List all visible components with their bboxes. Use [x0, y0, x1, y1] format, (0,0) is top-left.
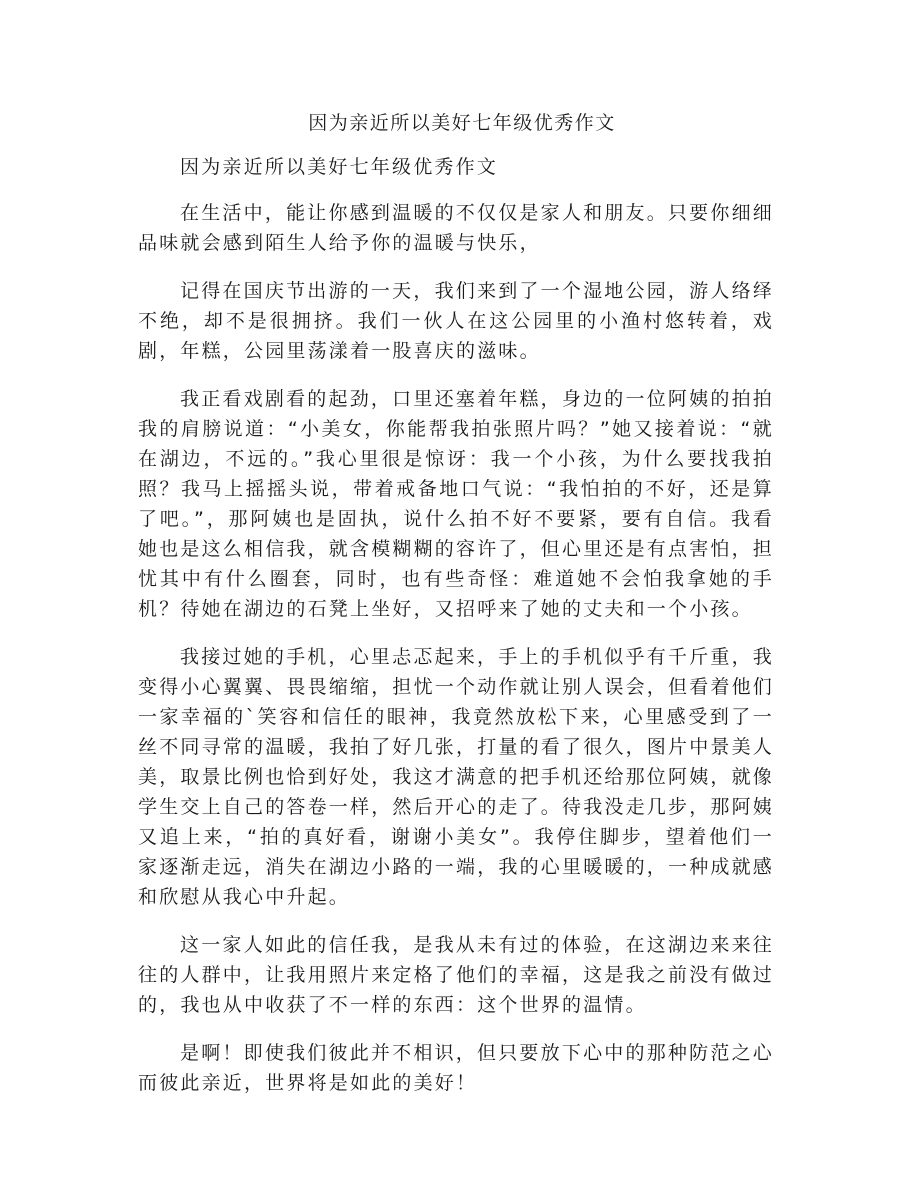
- paragraph-reflection: 这一家人如此的信任我，是我从未有过的体验，在这湖边来来往往的人群中，让我用照片来定格了他们的幸福，这是我之前没有做过的，我也从中收获了不一样的东西：这个世界的温情。: [138, 934, 775, 1016]
- document-page: [138, 108, 774, 1116]
- document-title: 因为亲近所以美好七年级优秀作文: [308, 112, 616, 134]
- paragraph-intro: 在生活中，能让你感到温暖的不仅仅是家人和朋友。只要你细细品味就会感到陌生人给予你的温暖与快乐，: [138, 202, 774, 254]
- paragraph-park-visit: 记得在国庆节出游的一天，我们来到了一个湿地公园，游人络绎不绝，却不是很拥挤。我们一伙人在这公园里的小渔村悠转着，戏剧，年糕，公园里荡漾着一股喜庆的滋味。: [138, 280, 774, 362]
- paragraph-conclusion: 是啊！即使我们彼此并不相识，但只要放下心中的那种防范之心而彼此亲近，世界将是如此的美好！: [138, 1042, 774, 1094]
- paragraph-taking-photos: 我接过她的手机，心里忐忑起来，手上的手机似乎有千斤重，我变得小心翼翼、畏畏缩缩，担忧一个动作就让别人误会，但看着他们一家幸福的`笑容和信任的眼神，我竟然放松下来，心里感受到了一丝不同寻常的温暖，我拍了好几张，打量的看了很久，图片中景美人美，取景比例也恰到好处，我这才满意的把手机还给那位阿姨，就像学生交上自己的答卷一样，然后开心的走了。待我没走几步，那阿姨又追上来，“拍的真好看，谢谢小美女”。我停住脚步，望着他们一家逐渐走远，消失在湖边小路的一端，我的心里暖暖的，一种成就感和欣慰从我心中升起。: [138, 646, 775, 908]
- document-subtitle: 因为亲近所以美好七年级优秀作文: [180, 156, 499, 178]
- paragraph-photo-request: 我正看戏剧看的起劲，口里还塞着年糕，身边的一位阿姨的拍拍我的肩膀说道：“小美女，你能帮我拍张照片吗？”她又接着说：“就在湖边，不远的。”我心里很是惊讶：我一个小孩，为什么要找我拍照？我马上摇摇头说，带着戒备地口气说：“我怕拍的不好，还是算了吧。”，那阿姨也是固执，说什么拍不好不要紧，要有自信。我看她也是这么相信我，就含模糊糊的容许了，但心里还是有点害怕，担忧其中有什么圈套，同时，也有些奇怪：难道她不会怕我拿她的手机？待她在湖边的石凳上坐好，又招呼来了她的丈夫和一个小孩。: [138, 388, 775, 620]
